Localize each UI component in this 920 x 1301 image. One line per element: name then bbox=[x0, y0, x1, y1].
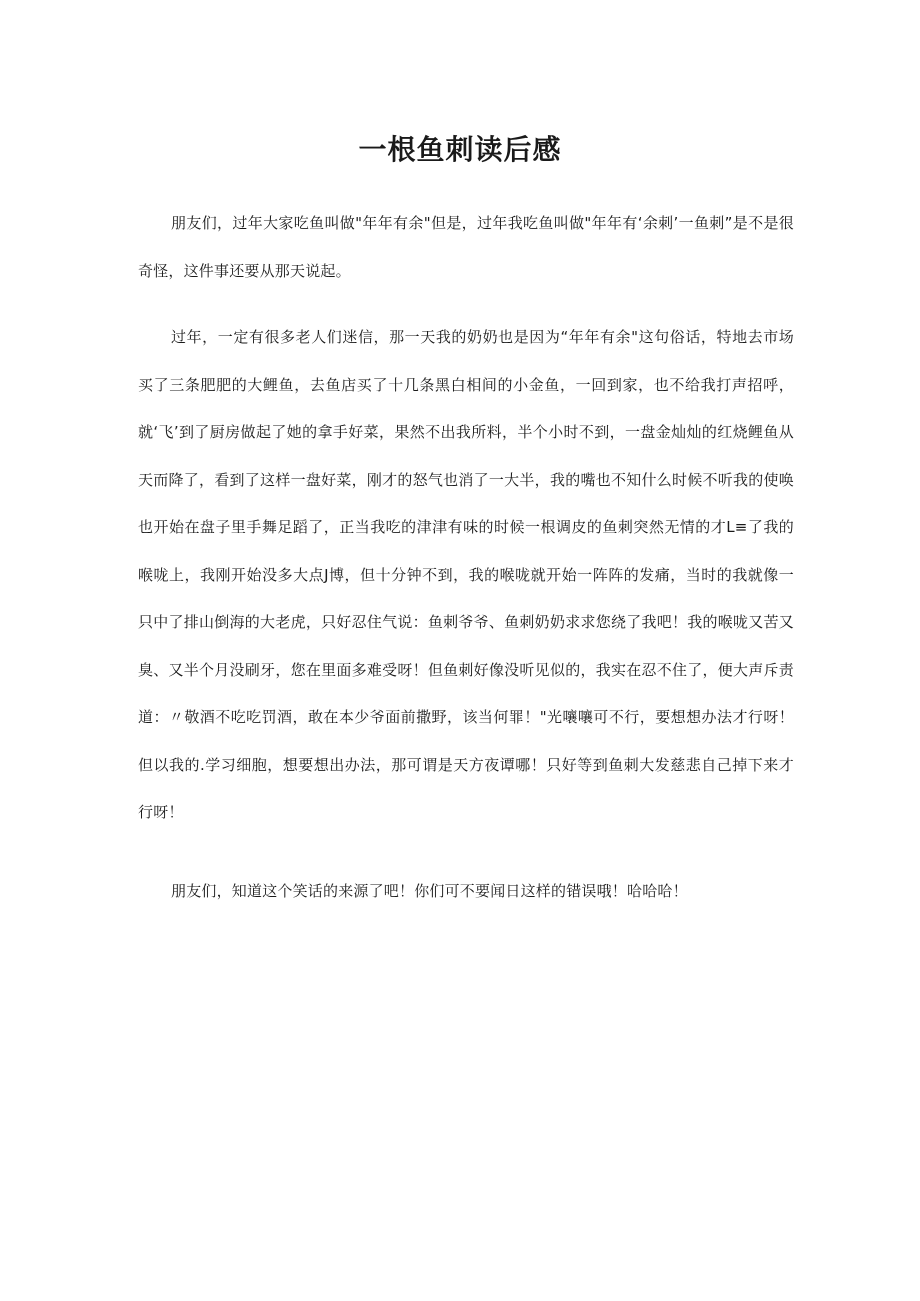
document-title: 一根鱼刺读后感 bbox=[358, 133, 562, 166]
paragraph-1: 朋友们，过年大家吃鱼叫做"年年有余"但是，过年我吃鱼叫做"年年有‘余刺’一鱼刺”是不是很奇怪，这件事还要从那天说起。 bbox=[138, 214, 794, 280]
paragraph-3: 朋友们，知道这个笑话的来源了吧！你们可不要闻日这样的错误哦！哈哈哈！ bbox=[171, 882, 688, 900]
paragraph-2: 过年，一定有很多老人们迷信，那一天我的奶奶也是因为“年年有余"这句俗话，特地去市场买了三条肥肥的大鲤鱼，去鱼店买了十几条黑白相间的小金鱼，一回到家，也不给我打声招呼，就‘飞’到了厨房做起了她的拿手好菜，果然不出我所料，半个小时不到，一盘金灿灿的红烧鲤鱼从天而降了，看到了这样一盘好菜，刚才的怒气也消了一大半，我的嘴也不知什么时候不听我的使唤也开始在盘子里手舞足蹈了，正当我吃的津津有味的时候一根调皮的鱼刺突然无情的才L≡了我的喉咙上，我刚开始没多大点J博，但十分钟不到，我的喉咙就开始一阵阵的发痛，当时的我就像一只中了排山倒海的大老虎，只好忍住气说：鱼刺爷爷、鱼刺奶奶求求您绕了我吧！我的喉咙又苦又臭、又半个月没刷牙，您在里面多难受呀！但鱼刺好像没听见似的，我实在忍不住了，便大声斥责道：〃敬酒不吃吃罚酒，敢在本少爷面前撒野，该当何罪！"光嚷嚷可不行，要想想办法才行呀！但以我的.学习细胞，想要想出办法，那可谓是天方夜谭哪！只好等到鱼刺大发慈悲自己掉下来才行呀！ bbox=[138, 328, 794, 821]
